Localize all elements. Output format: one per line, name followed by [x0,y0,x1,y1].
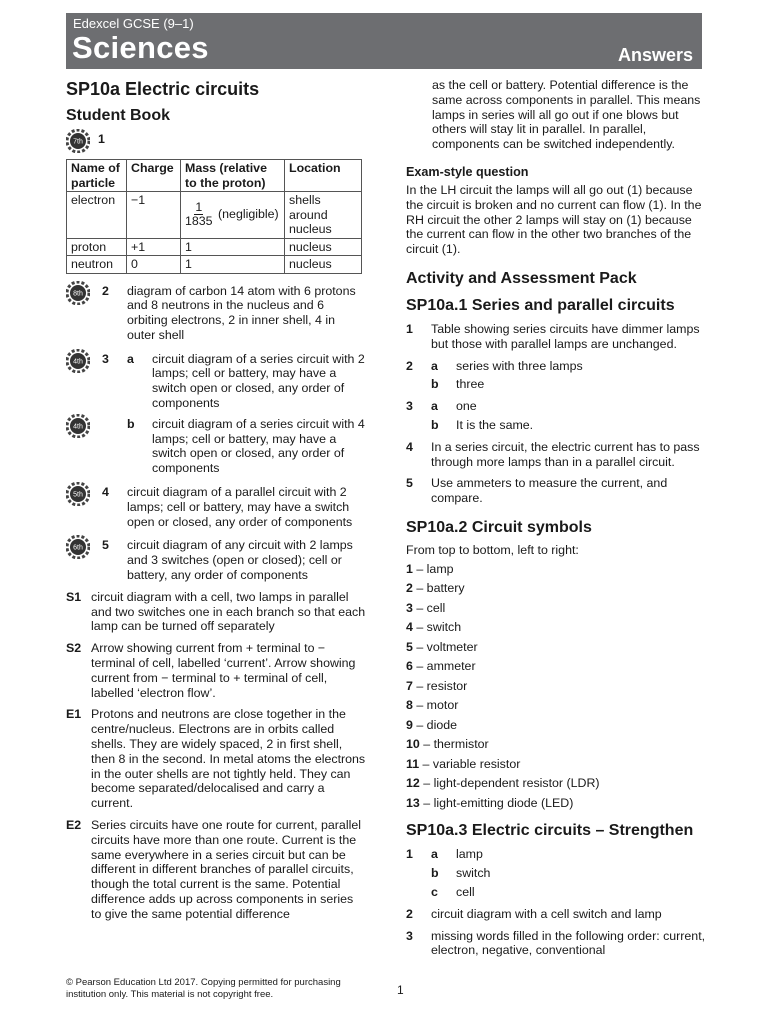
strengthen-1c [406,885,706,900]
question-3a [66,352,366,411]
difficulty-badge-icon [66,281,90,305]
particle-table [66,159,362,274]
question-number: 2 [406,358,413,373]
table-row [67,238,362,256]
section-heading: SP10a.1 Series and parallel circuits [406,296,675,314]
answer-text: Use ammeters to measure the current, and compare. [431,476,668,506]
symbol-label: – battery [412,581,465,596]
sub-label: c [431,885,438,900]
table-header-row [67,160,362,192]
svg-text:8th: 8th [73,290,83,297]
symbols-intro: From top to bottom, left to right: [406,542,579,557]
aap-heading: Activity and Assessment Pack [406,269,637,287]
symbol-list [406,560,706,814]
question-s2 [66,641,366,700]
symbol-label: – resistor [412,678,468,693]
table-header: Name of particle [67,160,127,192]
answer-text: switch [456,866,491,881]
question-s1 [66,590,366,634]
svg-text:5th: 5th [73,491,83,499]
question-number: 1 [406,321,413,336]
strengthen-3 [406,929,706,959]
question-number: 3 [406,928,413,943]
question-number: 3 [406,399,413,414]
answer-text: Protons and neutrons are close together in the centre/nucleus. Electrons are in orbits called shells. They are widely spaced, 2 in first shell, then 8 in the second. In metal atoms the electrons in the outer shells are not tightly held. They can become separated/delocalised and carry a current. [91,707,366,811]
table-row [67,192,362,239]
sub-label: b [431,377,439,392]
table-cell: 1 [181,256,285,274]
right-column [406,78,706,958]
answer-text: circuit diagram of a series circuit with 4 lamps; cell or battery, may have a switch open or closed, any order of components [152,416,365,476]
copyright-footer: © Pearson Education Ltd 2017. Copying permitted for purchasing institution only. This material is not copyright free. [66,977,341,1000]
table-header: Location [285,160,362,192]
answer-text: circuit diagram of any circuit with 2 lamps and 3 switches (open or closed); cell or battery, any order of components [127,538,353,583]
sub-label: b [431,866,439,881]
difficulty-badge-icon [66,349,90,373]
question-5 [66,538,366,582]
series-label: Edexcel GCSE (9–1) [73,16,194,31]
difficulty-badge-icon [66,535,90,559]
symbol-number: 10 [406,737,420,752]
svg-text:4th: 4th [73,423,83,431]
symbol-label: – motor [412,698,459,713]
answer-text: three [456,377,485,392]
sub-label: a [127,351,134,366]
answer-text: lamp [456,847,483,862]
page-title: SP10a Electric circuits [66,79,260,99]
question-number: S1 [66,589,82,604]
question-number: S2 [66,641,82,656]
answer-text: circuit diagram of a parallel circuit with 2 lamps; cell or battery, may have a switch open or closed, any order of components [127,485,353,529]
activity-3a [406,399,706,414]
symbol-label: – light-dependent resistor (LDR) [419,776,600,791]
question-1 [66,132,366,153]
question-e1 [66,707,366,811]
question-number: 5 [406,476,413,491]
answer-text: series with three lamps [456,358,583,373]
activity-3b [406,418,706,433]
symbol-number: 4 [406,620,413,635]
symbol-number: 8 [406,698,413,713]
table-cell: nucleus [285,238,362,256]
table-cell: electron [67,192,127,239]
strengthen-1b [406,866,706,881]
symbol-list-item [406,696,706,716]
answer-text: Table showing series circuits have dimmer lamps but those with parallel lamps are unchanged. [431,321,700,351]
symbol-number: 7 [406,678,413,693]
question-number: 4 [102,485,109,500]
strengthen-1a [406,847,706,862]
symbol-number: 11 [406,756,420,771]
symbol-label: – light-emitting diode (LED) [419,795,574,810]
answer-text: cell [456,885,475,900]
question-number: 2 [406,906,413,921]
sub-label: b [127,416,135,431]
sub-label: a [431,847,438,862]
symbol-number: 3 [406,600,413,615]
table-cell: neutron [67,256,127,274]
header-title: Sciences [72,30,209,65]
symbol-label: – variable resistor [419,756,521,771]
page-number: 1 [397,983,404,997]
symbol-label: – cell [412,600,446,615]
symbol-list-item [406,638,706,658]
symbol-number: 1 [406,561,413,576]
mass-note: (negligible) [218,207,279,222]
sub-label: b [431,417,439,432]
answer-text: In a series circuit, the electric current has to pass through more lamps than in a parallel circuit. [431,439,700,469]
table-cell: shells around nucleus [285,192,362,239]
svg-text:4th: 4th [73,358,83,366]
difficulty-badge-icon [66,482,90,506]
activity-5 [406,476,706,506]
symbol-list-item [406,735,706,755]
symbol-number: 6 [406,659,413,674]
symbol-list-item [406,657,706,677]
table-cell: 1 [181,238,285,256]
svg-text:6th: 6th [73,544,83,552]
continued-text: as the cell or battery. Potential difference is the same across components in parallel. This means lamps in series will all go out if one blows but others will stay lit in parallel. In parallel, components can be switched independently. [432,78,701,152]
symbol-label: – lamp [412,561,454,576]
symbol-number: 12 [406,776,420,791]
symbol-list-item [406,618,706,638]
answer-text: one [456,399,477,414]
question-4 [66,485,366,529]
symbol-label: – ammeter [412,659,476,674]
difficulty-badge-icon [66,414,90,438]
section-heading: SP10a.3 Electric circuits – Strengthen [406,822,694,840]
activity-4 [406,440,706,470]
question-number: 1 [98,132,105,146]
answer-text: circuit diagram of a series circuit with 2 lamps; cell or battery, may have a switch open or closed, any order of components [152,351,365,411]
exam-heading: Exam-style question [406,164,529,179]
question-number: 2 [102,283,109,298]
answer-text: circuit diagram with a cell switch and lamp [431,906,662,921]
table-cell [181,192,285,239]
symbol-list-item [406,579,706,599]
answer-text: diagram of carbon 14 atom with 6 protons and 8 neutrons in the nucleus and 6 orbiting electrons, 2 in inner shell, 4 in outer shell [127,283,356,342]
strengthen-2 [406,907,706,922]
answer-text: Arrow showing current from + terminal to − terminal of cell, labelled ‘current’. Arrow showing current from − terminal to + terminal of cell, labelled ‘electron flow’. [91,641,356,700]
symbol-label: – switch [412,620,462,635]
symbol-list-item [406,794,706,814]
question-2 [66,284,366,343]
answer-text: missing words filled in the following order: current, electron, negative, conventional [431,928,706,958]
symbol-list-item [406,560,706,580]
answer-text: circuit diagram with a cell, two lamps in parallel and two switches one in each branch so that each lamp can be turned off separately [91,589,366,634]
symbol-label: – voltmeter [412,639,478,654]
question-number: 1 [406,847,413,862]
symbol-number: 2 [406,581,413,596]
student-book-heading: Student Book [66,107,170,124]
question-number: 4 [406,439,413,454]
symbol-list-item [406,677,706,697]
fraction: $\frac{1}{1835}$ [185,200,213,229]
question-number: 3 [102,351,109,366]
table-cell: −1 [127,192,181,239]
answers-label: Answers [617,45,693,65]
svg-text:7th: 7th [73,138,83,146]
symbol-list-item [406,716,706,736]
section-heading: SP10a.2 Circuit symbols [406,518,592,536]
question-number: E1 [66,707,82,722]
symbol-number: 9 [406,717,413,732]
question-e2 [66,818,366,922]
question-number: E2 [66,818,82,832]
symbol-number: 13 [406,795,420,810]
table-cell: 0 [127,256,181,274]
activity-1 [406,322,706,352]
symbol-list-item [406,755,706,775]
table-row [67,256,362,274]
left-column [66,78,366,922]
table-cell: +1 [127,238,181,256]
answer-text: Series circuits have one route for current, parallel circuits have more than one route. Current is the same everywhere in a series circuit but can be different in different branches of parallel circuits, though the total current is the same. Potential difference adds up across components in series to give the same potential difference [91,818,361,921]
question-number: 5 [102,538,109,553]
activity-2a [406,359,706,374]
table-header: Charge [127,160,181,192]
table-cell: proton [67,238,127,256]
symbol-number: 5 [406,639,413,654]
table-cell: nucleus [285,256,362,274]
exam-answer: In the LH circuit the lamps will all go out (1) because the circuit is broken and no current can flow (1). In the RH circuit the other 2 lamps will stay on (1) because the current can flow in the other two branches of the circuit (1). [406,182,702,257]
sub-label: a [431,358,438,373]
answer-text: It is the same. [456,417,534,432]
difficulty-badge-icon [66,129,90,153]
symbol-list-item [406,599,706,619]
table-header: Mass (relative to the proton) [181,160,285,192]
symbol-list-item [406,774,706,794]
sub-label: a [431,399,438,414]
page-header [66,13,702,69]
question-3b [66,417,366,476]
symbol-label: – diode [412,717,457,732]
symbol-label: – thermistor [419,737,489,752]
activity-2b [406,377,706,392]
